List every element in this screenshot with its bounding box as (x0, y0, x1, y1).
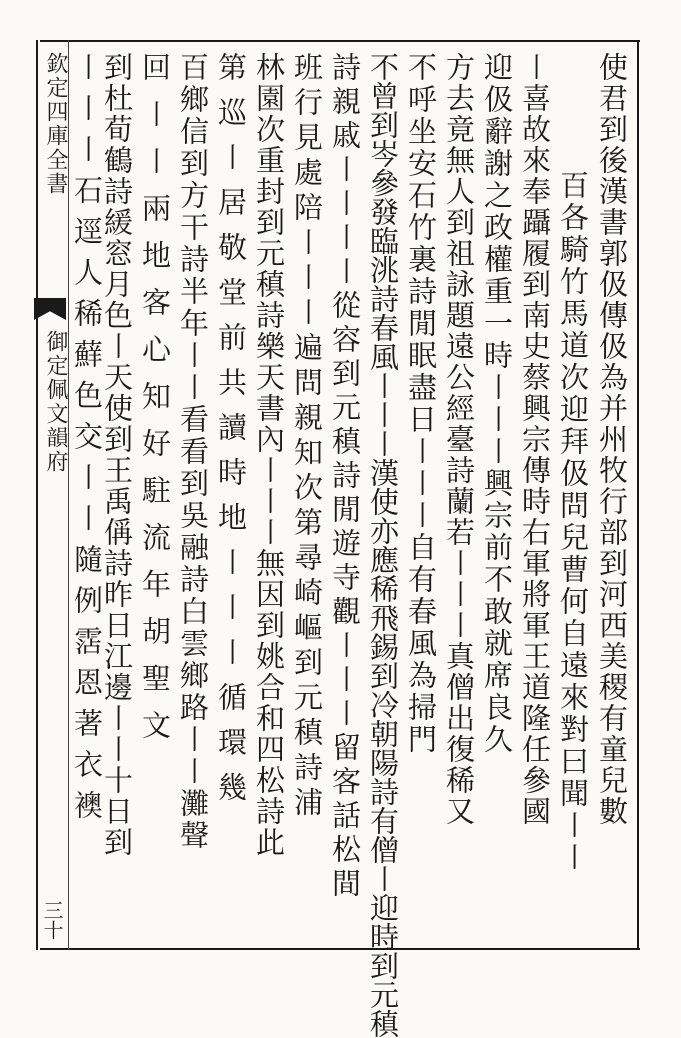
text-column: 百鄉信到方干詩半年〡〡看看到吳融詩白雲鄉路〡〡灘聲 (176, 52, 210, 852)
fish-tail-mark (34, 298, 66, 320)
text-column: 到杜荀鶴詩緩窓月色〡天使到王禹偁詩昨日江邊〡〡十日到 (100, 52, 134, 858)
text-column: 百各騎竹馬道次迎拜伋問兒曹何自遠來對曰聞〡〡 (556, 170, 590, 874)
text-column: 迎伋辭謝之政權重一時〡〡〡興宗前不敢就席良久 (480, 52, 514, 756)
text-column: 班行見處陪〡〡〡遍問親知次第尋崎嶇到元稹詩浦 (290, 52, 324, 822)
text-column: 詩親戚〡〡〡〡從容到元稹詩閒遊寺觀〡〡〡留客話松間 (328, 52, 362, 902)
book-title: 欽定四庫全書 (43, 52, 68, 196)
book-name: 御定佩文韻府 (43, 330, 68, 474)
text-column: 不曾到岑參發臨洮詩春風〡〡〡漢使亦應稀飛錫到冷朝陽詩有僧〡迎時到元稹 (366, 52, 400, 1038)
frame-top-rule (40, 40, 640, 42)
text-column: 方去竟無人到祖詠題遠公經臺詩蘭若〡〡〡真僧出復稀又 (442, 52, 476, 827)
text-column: 林園次重封到元稹詩樂天書內〡〡〡無因到姚合和四松詩此 (252, 52, 286, 858)
frame-bottom-rule (40, 948, 640, 950)
text-column: 使君到後漢書郭伋傳伋為并州牧行部到河西美稷有童兒數 (595, 52, 629, 827)
text-column: 第巡〡居敬堂前共讀時地〡〡〡循環幾 (214, 52, 248, 817)
text-column: 〡喜故來奉躡履到南史蔡興宗傳時右軍將軍王道隆任參國 (518, 52, 552, 827)
page-number: 三十 (40, 900, 64, 940)
text-column: 不呼坐安石竹裏詩閒眠盡日〡〡〡自有春風為掃門 (404, 52, 438, 756)
frame-left-rule (36, 40, 38, 950)
text-column: 回〡〡兩地客心知好駐流年胡聖文 (138, 52, 172, 757)
frame-right-rule (637, 40, 639, 950)
text-column: 〡〡〡石逕人稀蘚色交〡〡隨例霑恩著衣襖 (70, 52, 104, 831)
